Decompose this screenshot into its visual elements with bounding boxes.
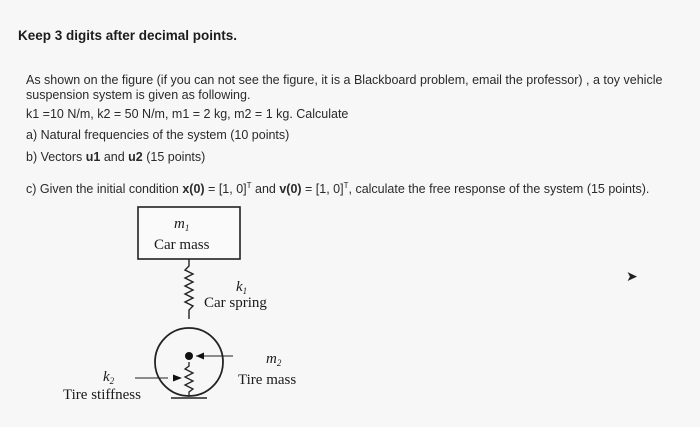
k2-arrowhead: [173, 375, 182, 382]
given-k1: k1 =10 N/m,: [26, 107, 98, 121]
wheel-hub: [185, 352, 193, 360]
car-spring-label: Car spring: [204, 295, 267, 311]
transpose-2: T: [343, 181, 349, 190]
transpose-1: T: [246, 181, 252, 190]
tire-mass-label: Tire mass: [238, 372, 297, 388]
car-mass-label: Car mass: [154, 237, 210, 253]
page-heading: Keep 3 digits after decimal points.: [18, 28, 238, 43]
initial-position: x(0): [182, 182, 205, 196]
m2-arrowhead: [196, 353, 204, 360]
part-b-suffix: (15 points): [142, 150, 206, 164]
given-m1: m1 = 2 kg,: [171, 107, 235, 121]
initial-velocity: v(0): [279, 182, 302, 196]
problem-line-2: suspension system is given as following.: [26, 88, 251, 102]
given-m2: m2 = 1 kg. Calculate: [234, 107, 349, 121]
initial-position-value: = [1, 0]: [204, 182, 247, 196]
part-a: a) Natural frequencies of the system (10 points): [26, 128, 290, 142]
car-spring: [185, 259, 193, 319]
part-b-and: and: [100, 150, 129, 164]
problem-line-1: As shown on the figure (if you can not see the figure, it is a Blackboard problem, email the professor) , a toy vehicle: [26, 73, 663, 87]
vector-u2: u2: [128, 150, 143, 164]
given-k2: k2 = 50 N/m,: [97, 107, 172, 121]
initial-velocity-value: = [1, 0]: [301, 182, 344, 196]
part-b-prefix: b) Vectors: [26, 150, 86, 164]
mouse-pointer-icon: ➤: [626, 268, 638, 284]
m1-symbol: $m_1$: [174, 216, 190, 233]
tire-spring: [185, 362, 193, 396]
tire-stiffness-label: Tire stiffness: [63, 387, 141, 403]
m2-symbol: $m_2$: [266, 351, 282, 368]
part-c-and: and: [251, 182, 280, 196]
k1-symbol: $k_1$: [236, 279, 248, 296]
part-c-suffix: , calculate the free response of the system (15 points).: [348, 182, 650, 196]
vector-u1: u1: [85, 150, 101, 164]
part-c-prefix: c) Given the initial condition: [26, 182, 183, 196]
k2-symbol: $k_2$: [103, 369, 115, 386]
